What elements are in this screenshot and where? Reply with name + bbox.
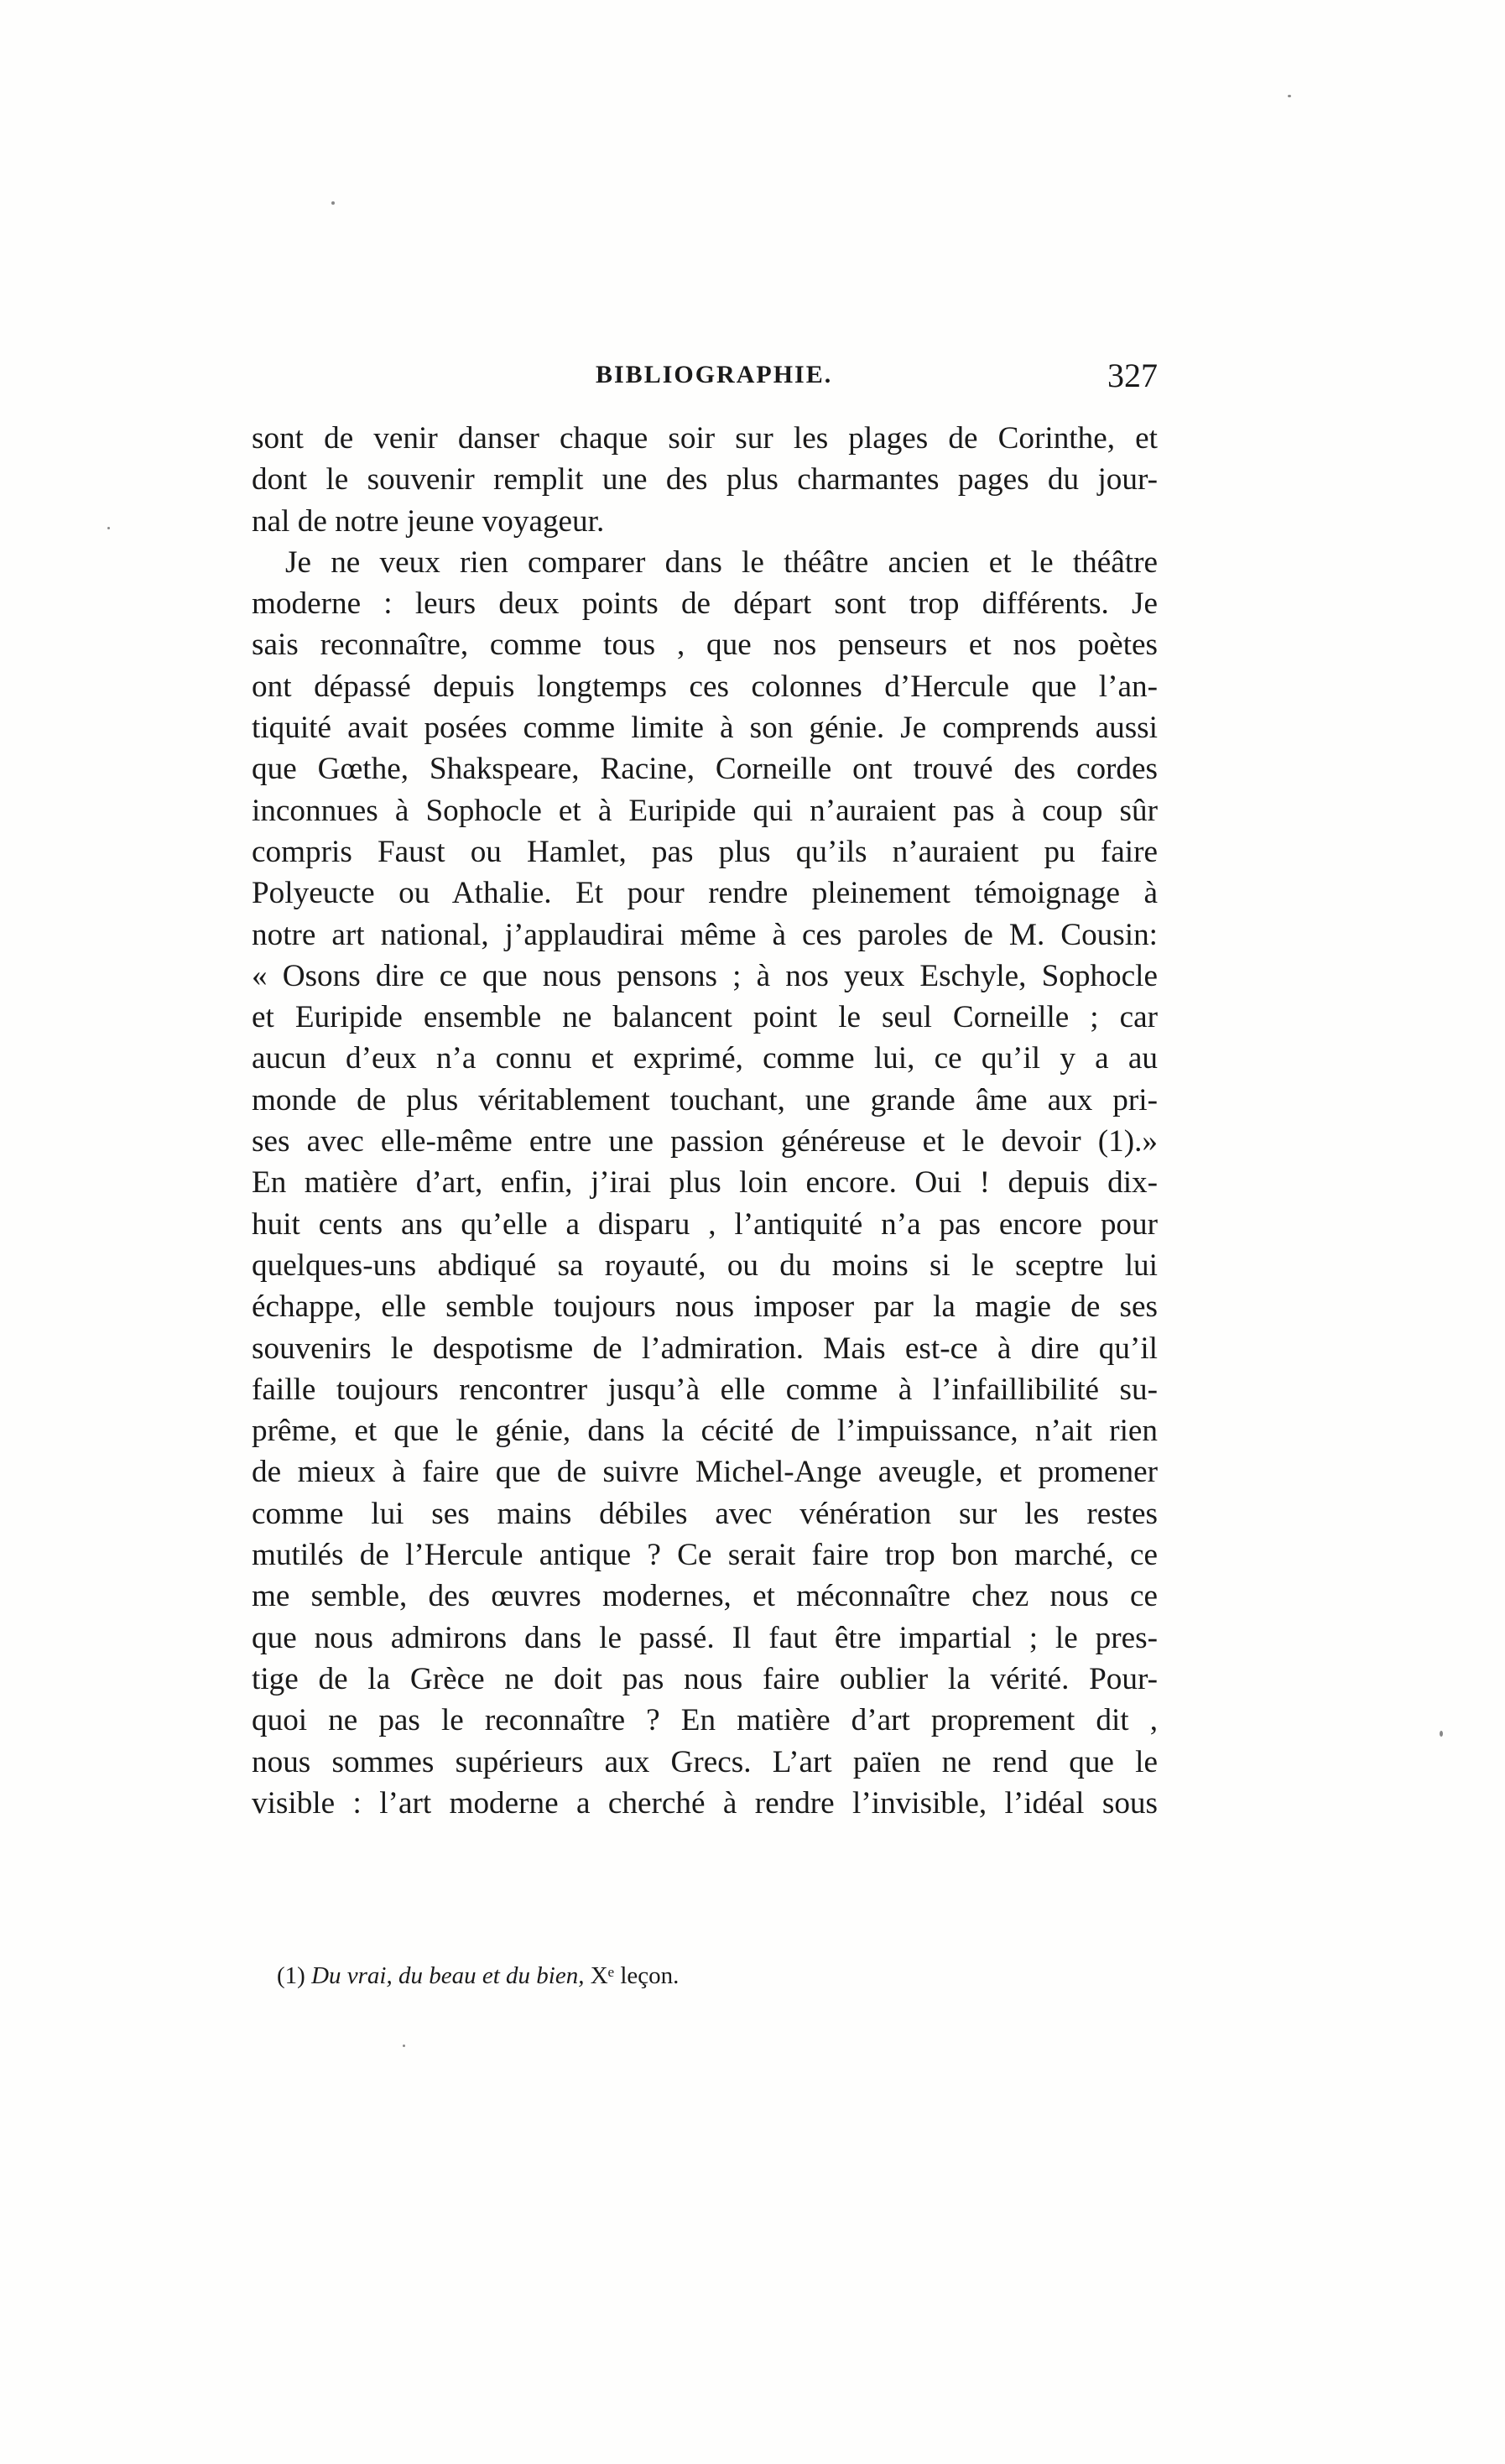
text-line: « Osons dire ce que nous pensons ; à nos yeux Eschyle, Sophocle — [252, 958, 1158, 993]
text-line: quoi ne pas le reconnaître ? En matière d’art proprement dit , — [252, 1703, 1158, 1738]
text-line: de mieux à faire que de suivre Michel-Ange aveugle, et promener — [252, 1455, 1158, 1490]
footnote-rest: Xᵉ leçon. — [590, 1962, 680, 1989]
scan-speck — [1288, 95, 1291, 97]
text-line: visible : l’art moderne a cherché à rendre l’invisible, l’idéal sous — [252, 1785, 1158, 1821]
text-line: nal de notre jeune voyageur. — [252, 503, 605, 539]
footnote-title: Du vrai, du beau et du bien, — [311, 1962, 585, 1989]
text-line: que Gœthe, Shakspeare, Racine, Corneille ont trouvé des cordes — [252, 752, 1158, 787]
text-line: tiquité avait posées comme limite à son génie. Je comprends aussi — [252, 711, 1158, 746]
page-number: 327 — [1107, 357, 1158, 394]
text-line: que nous admirons dans le passé. Il faut être impartial ; le pres- — [252, 1620, 1158, 1655]
text-line: comme lui ses mains débiles avec vénération sur les restes — [252, 1496, 1158, 1531]
text-line: dont le souvenir remplit une des plus charmantes pages du jour- — [252, 462, 1158, 497]
text-line: huit cents ans qu’elle a disparu , l’antiquité n’a pas encore pour — [252, 1206, 1158, 1242]
text-line: inconnues à Sophocle et à Euripide qui n’auraient pas à coup sûr — [252, 793, 1158, 828]
text-line: quelques-uns abdiqué sa royauté, ou du moins si le sceptre lui — [252, 1248, 1158, 1283]
text-line: aucun d’eux n’a connu et exprimé, comme lui, ce qu’il y a au — [252, 1041, 1158, 1076]
scan-speck — [107, 527, 110, 529]
text-line: sais reconnaître, comme tous , que nos penseurs et nos poètes — [252, 628, 1158, 663]
text-line: échappe, elle semble toujours nous imposer par la magie de ses — [252, 1289, 1158, 1325]
running-title: BIBLIOGRAPHIE. — [596, 361, 833, 388]
text-line: mutilés de l’Hercule antique ? Ce serait faire trop bon marché, ce — [252, 1538, 1158, 1573]
text-line: Polyeucte ou Athalie. Et pour rendre pleinement témoignage à — [252, 876, 1158, 911]
text-line: nous sommes supérieurs aux Grecs. L’art païen ne rend que le — [252, 1744, 1158, 1779]
text-line: faille toujours rencontrer jusqu’à elle comme à l’infaillibilité su- — [252, 1372, 1158, 1407]
text-line: prême, et que le génie, dans la cécité de l’impuissance, n’ait rien — [252, 1414, 1158, 1449]
text-line: me semble, des œuvres modernes, et méconnaître chez nous ce — [252, 1579, 1158, 1614]
text-line: En matière d’art, enfin, j’irai plus loin encore. Oui ! depuis dix- — [252, 1165, 1158, 1201]
text-line: notre art national, j’applaudirai même à ces paroles de M. Cousin: — [252, 917, 1158, 952]
scan-speck — [403, 2045, 405, 2047]
text-line: moderne : leurs deux points de départ sont trop différents. Je — [252, 586, 1158, 622]
text-line: compris Faust ou Hamlet, pas plus qu’ils n’auraient pu faire — [252, 834, 1158, 869]
page-header — [252, 357, 1158, 411]
text-line: tige de la Grèce ne doit pas nous faire oublier la vérité. Pour- — [252, 1661, 1158, 1696]
text-line: ont dépassé depuis longtemps ces colonnes d’Hercule que l’an- — [252, 669, 1158, 704]
text-line: Je ne veux rien comparer dans le théâtre ancien et le théâtre — [285, 544, 1158, 580]
scan-speck — [331, 201, 335, 205]
text-line: et Euripide ensemble ne balancent point le seul Corneille ; car — [252, 1000, 1158, 1035]
body-text — [252, 418, 1158, 1824]
footnote-marker: (1) — [277, 1962, 305, 1989]
scan-speck — [1440, 1731, 1443, 1737]
text-line: souvenirs le despotisme de l’admiration. Mais est-ce à dire qu’il — [252, 1331, 1158, 1366]
text-line: sont de venir danser chaque soir sur les plages de Corinthe, et — [252, 421, 1158, 456]
text-line: monde de plus véritablement touchant, une grande âme aux pri- — [252, 1082, 1158, 1117]
footnote — [277, 1959, 1116, 1993]
text-line: ses avec elle-même entre une passion généreuse et le devoir (1).» — [252, 1124, 1158, 1159]
